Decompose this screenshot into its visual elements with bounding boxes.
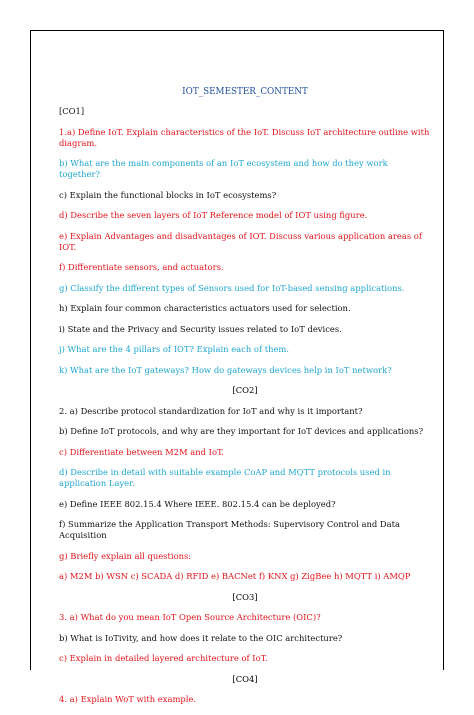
question-item: c) Explain the functional blocks in IoT ecosystems? [59, 189, 277, 200]
question-item: b) What are the main components of an IoT ecosystem and how do they work together? [59, 158, 388, 179]
question-item: i) State and the Privacy and Security issues related to IoT devices. [59, 323, 342, 334]
question-item: d) Describe the seven layers of IoT Reference model of IOT using figure. [59, 210, 368, 220]
question-item: d) Describe in detail with suitable example CoAP and MQTT protocols used in application Layer. [59, 467, 391, 488]
document-page [30, 30, 444, 704]
document-title: IOT_SEMESTER_CONTENT [182, 87, 308, 97]
question-item: j) What are the 4 pillars of IOT? Explain each of them. [59, 344, 290, 354]
question-item: 4. a) Explain WoT with example. [59, 694, 197, 704]
question-item: f) Summarize the Application Transport Methods: Supervisory Control and Data Acquisition [59, 519, 400, 540]
question-item: g) Briefly explain all questions: [59, 550, 192, 561]
question-item: a) M2M b) WSN c) SCADA d) RFID e) BACNet f) KNX g) ZigBee h) MQTT i) AMQP [59, 571, 411, 581]
section-heading: [CO4] [232, 673, 258, 684]
question-item: 3. a) What do you mean IoT Open Source Architecture (OIC)? [59, 612, 321, 622]
question-list [59, 106, 431, 705]
question-item: c) Explain in detailed layered architecture of IoT. [59, 653, 268, 663]
question-item: e) Explain Advantages and disadvantages of IOT. Discuss various application areas of IOT. [59, 230, 422, 252]
question-item: b) Define IoT protocols, and why are they important for IoT devices and applications? [59, 426, 424, 436]
question-item: k) What are the IoT gateways? How do gateways devices help in IoT network? [59, 364, 392, 375]
question-item: 1.a) Define IoT. Explain characteristics of the IoT. Discuss IoT architecture outline with diagram. [59, 126, 430, 148]
question-item: c) Differentiate between M2M and IoT. [59, 446, 225, 457]
document-content [59, 87, 431, 715]
section-heading: [CO3] [232, 591, 258, 602]
question-item: b) What is IoTivity, and how does it relate to the OIC architecture? [59, 632, 343, 643]
section-heading: [CO2] [232, 385, 258, 395]
section-heading: [CO1] [59, 106, 85, 116]
question-item: h) Explain four common characteristics actuators used for selection. [59, 303, 351, 313]
question-item: 2. a) Describe protocol standardization for IoT and why is it important? [59, 405, 363, 416]
question-item: e) Define IEEE 802.15.4 Where IEEE. 802.15.4 can be deployed? [59, 498, 336, 509]
question-item: f) Differentiate sensors, and actuators. [59, 262, 224, 272]
question-item: g) Classify the different types of Sensors used for IoT-based sensing applications. [59, 282, 405, 293]
